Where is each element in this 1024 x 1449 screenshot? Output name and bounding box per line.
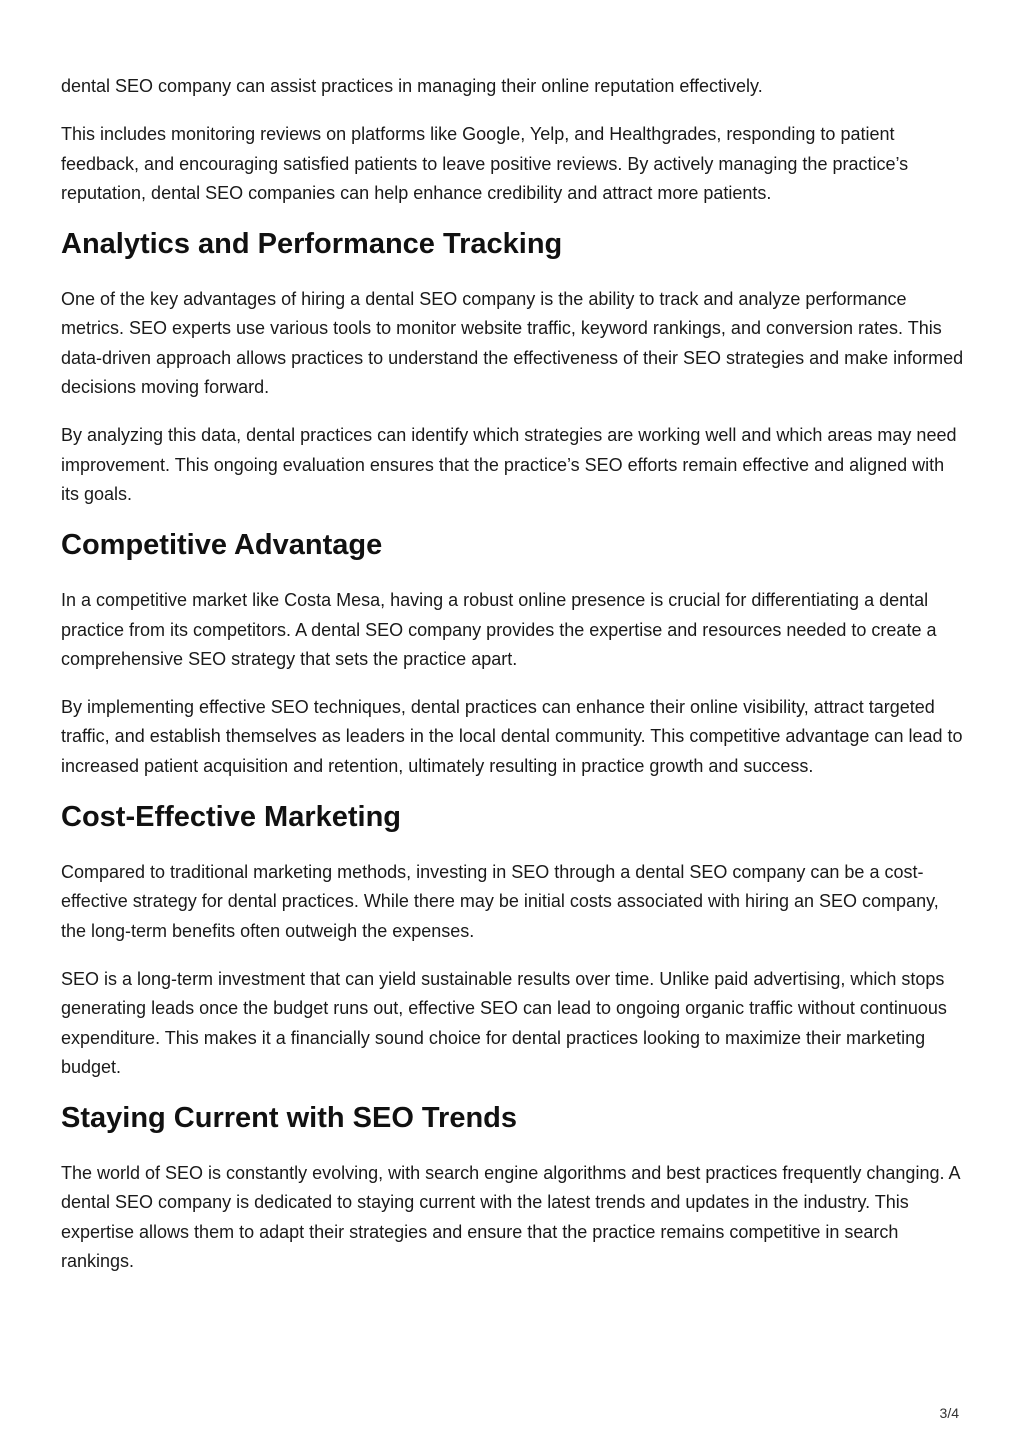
section-competitive-advantage: [61, 528, 966, 781]
section-paragraph: The world of SEO is constantly evolving, with search engine algorithms and best practices frequently changing. A dental SEO company is dedicated to staying current with the latest trends and updates in the industry. This expertise allows them to adapt their strategies and ensure that the practice remains competitive in search rankings.: [61, 1163, 960, 1272]
page-number: 3/4: [939, 1405, 959, 1421]
section-paragraph: By implementing effective SEO techniques, dental practices can enhance their online visibility, attract targeted traffic, and establish themselves as leaders in the local dental community. This competitive advantage can lead to increased patient acquisition and retention, ultimately resulting in practice growth and success.: [61, 697, 963, 776]
section-heading: Cost-Effective Marketing: [61, 801, 402, 834]
section-paragraph: One of the key advantages of hiring a dental SEO company is the ability to track and analyze performance metrics. SEO experts use various tools to monitor website traffic, keyword rankings, and conversion rates. This data-driven approach allows practices to understand the effectiveness of their SEO strategies and make informed decisions moving forward.: [61, 289, 964, 398]
section-paragraph: SEO is a long-term investment that can yield sustainable results over time. Unlike paid advertising, which stops generating leads once the budget runs out, effective SEO can lead to ongoing organic traffic without continuous expenditure. This makes it a financially sound choice for dental practices looking to maximize their marketing budget.: [61, 968, 947, 1077]
document-page: [61, 72, 966, 1295]
section-cost-effective-marketing: [61, 800, 966, 1082]
intro-paragraph-2: This includes monitoring reviews on platforms like Google, Yelp, and Healthgrades, responding to patient feedback, and encouraging satisfied patients to leave positive reviews. By actively managing the practice’s reputation, dental SEO companies can help enhance credibility and attract more patients.: [61, 124, 909, 203]
section-paragraph: Compared to traditional marketing methods, investing in SEO through a dental SEO company can be a cost-effective strategy for dental practices. While there may be initial costs associated with hiring an SEO company, the long-term benefits often outweigh the expenses.: [61, 862, 939, 941]
intro-paragraph-1: dental SEO company can assist practices in managing their online reputation effectively.: [61, 76, 763, 96]
section-heading: Analytics and Performance Tracking: [61, 228, 563, 261]
section-paragraph: In a competitive market like Costa Mesa, having a robust online presence is crucial for differentiating a dental practice from its competitors. A dental SEO company provides the expertise and resources needed to create a comprehensive SEO strategy that sets the practice apart.: [61, 590, 937, 669]
section-heading: Competitive Advantage: [61, 529, 383, 562]
section-seo-trends: [61, 1101, 966, 1276]
section-heading: Staying Current with SEO Trends: [61, 1102, 518, 1135]
section-paragraph: By analyzing this data, dental practices can identify which strategies are working well and which areas may need improvement. This ongoing evaluation ensures that the practice’s SEO efforts remain effective and aligned with its goals.: [61, 425, 957, 504]
section-analytics: [61, 227, 966, 509]
